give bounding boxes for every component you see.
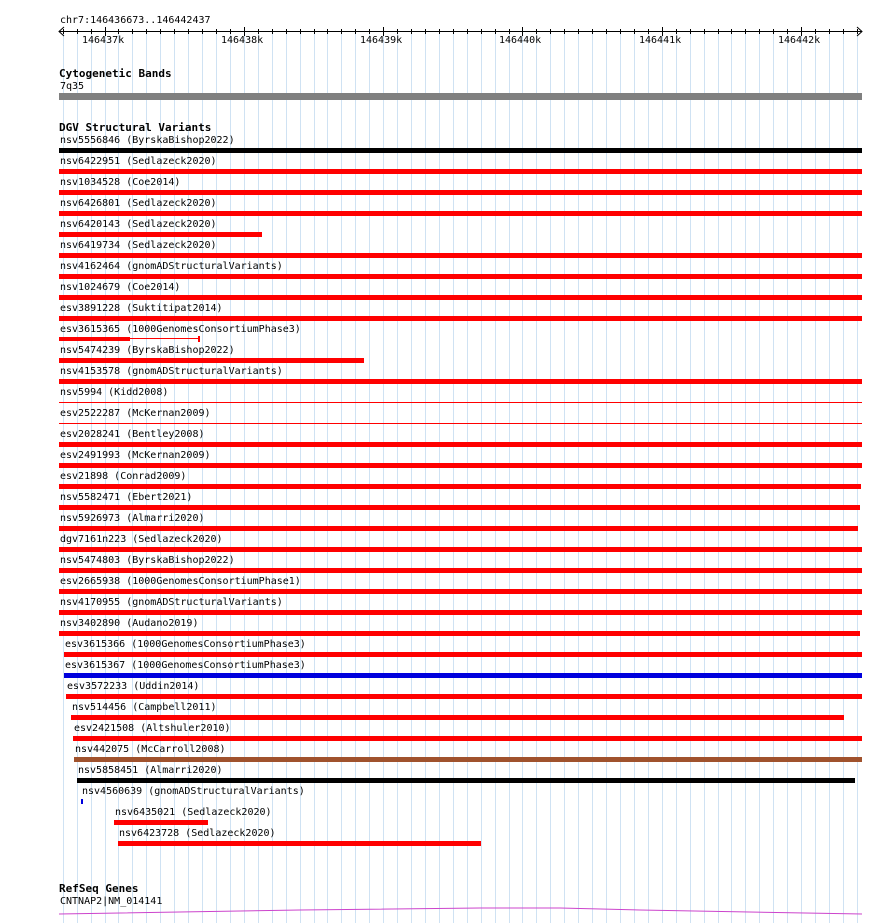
- variant-label[interactable]: nsv6435021 (Sedlazeck2020): [115, 807, 272, 818]
- cytoband-bar[interactable]: [59, 93, 862, 100]
- variant-bar[interactable]: [66, 694, 862, 699]
- variant-bar[interactable]: [73, 736, 862, 741]
- dgv-track-title[interactable]: DGV Structural Variants: [59, 121, 212, 134]
- cytoband-label: 7q35: [60, 81, 85, 92]
- variant-bar[interactable]: [64, 673, 862, 678]
- ruler-tick-label: 146440k: [499, 35, 542, 46]
- gene-model[interactable]: [0, 905, 890, 923]
- variant-label[interactable]: nsv5994 (Kidd2008): [60, 387, 169, 398]
- variant-bar[interactable]: [59, 169, 862, 174]
- variant-label[interactable]: esv21898 (Conrad2009): [60, 471, 187, 482]
- variant-bar[interactable]: [59, 232, 262, 237]
- variant-label[interactable]: nsv6422951 (Sedlazeck2020): [60, 156, 217, 167]
- variant-label[interactable]: esv3615367 (1000GenomesConsortiumPhase3): [65, 660, 306, 671]
- variant-label[interactable]: nsv5556846 (ByrskaBishop2022): [60, 135, 235, 146]
- variant-bar[interactable]: [59, 148, 862, 153]
- variant-bar[interactable]: [59, 610, 862, 615]
- variant-bar[interactable]: [118, 841, 481, 846]
- variant-label[interactable]: esv3615366 (1000GenomesConsortiumPhase3): [65, 639, 306, 650]
- variant-bar[interactable]: [59, 526, 858, 531]
- variant-label[interactable]: dgv7161n223 (Sedlazeck2020): [60, 534, 223, 545]
- variant-label[interactable]: nsv6420143 (Sedlazeck2020): [60, 219, 217, 230]
- variant-bar[interactable]: [59, 253, 862, 258]
- variant-label[interactable]: nsv3402890 (Audano2019): [60, 618, 199, 629]
- variant-label[interactable]: nsv442075 (McCarroll2008): [75, 744, 226, 755]
- refseq-track-title[interactable]: RefSeq Genes: [59, 882, 139, 895]
- variant-connector[interactable]: [130, 338, 199, 339]
- variant-bar[interactable]: [59, 505, 860, 510]
- variant-label[interactable]: esv2522287 (McKernan2009): [60, 408, 211, 419]
- variant-label[interactable]: nsv1024679 (Coe2014): [60, 282, 181, 293]
- ruler-tick-label: 146439k: [360, 35, 403, 46]
- variant-label[interactable]: nsv4153578 (gnomADStructuralVariants): [60, 366, 283, 377]
- variant-bar[interactable]: [59, 295, 862, 300]
- variant-label[interactable]: esv3615365 (1000GenomesConsortiumPhase3): [60, 324, 301, 335]
- variant-label[interactable]: esv2421508 (Altshuler2010): [74, 723, 231, 734]
- gene-intron-line: [59, 908, 862, 914]
- variant-label[interactable]: nsv6423728 (Sedlazeck2020): [119, 828, 276, 839]
- variant-bar[interactable]: [59, 589, 862, 594]
- variant-bar[interactable]: [59, 631, 860, 636]
- coordinate-ruler[interactable]: [0, 0, 890, 60]
- variant-label[interactable]: nsv5582471 (Ebert2021): [60, 492, 193, 503]
- variant-bar[interactable]: [59, 568, 862, 573]
- variant-label[interactable]: nsv4170955 (gnomADStructuralVariants): [60, 597, 283, 608]
- cytoband-track-title[interactable]: Cytogenetic Bands: [59, 67, 172, 80]
- location-label: chr7:146436673..146442437: [60, 15, 211, 26]
- variant-label[interactable]: esv3891228 (Suktitipat2014): [60, 303, 223, 314]
- variant-bar[interactable]: [59, 463, 862, 468]
- variant-bar[interactable]: [74, 757, 862, 762]
- variant-label[interactable]: nsv5474239 (ByrskaBishop2022): [60, 345, 235, 356]
- variant-bar[interactable]: [59, 379, 862, 384]
- variant-bar[interactable]: [59, 190, 862, 195]
- variant-label[interactable]: esv2491993 (McKernan2009): [60, 450, 211, 461]
- variant-bar[interactable]: [59, 274, 862, 279]
- variant-bar[interactable]: [59, 402, 862, 403]
- variant-end-mark[interactable]: [198, 336, 200, 342]
- variant-bar[interactable]: [59, 423, 862, 424]
- variant-bar[interactable]: [71, 715, 844, 720]
- variant-label[interactable]: nsv6426801 (Sedlazeck2020): [60, 198, 217, 209]
- ruler-tick-label: 146441k: [639, 35, 682, 46]
- variant-label[interactable]: nsv1034528 (Coe2014): [60, 177, 181, 188]
- variant-label[interactable]: nsv6419734 (Sedlazeck2020): [60, 240, 217, 251]
- variant-bar[interactable]: [114, 820, 208, 825]
- variant-label[interactable]: nsv514456 (Campbell2011): [72, 702, 217, 713]
- variant-bar[interactable]: [59, 358, 364, 363]
- ruler-tick-label: 146442k: [778, 35, 821, 46]
- variant-label[interactable]: nsv5926973 (Almarri2020): [60, 513, 205, 524]
- variant-label[interactable]: esv2028241 (Bentley2008): [60, 429, 205, 440]
- gene-label[interactable]: CNTNAP2|NM_014141: [60, 896, 163, 907]
- variant-bar[interactable]: [59, 442, 862, 447]
- ruler-tick-label: 146438k: [221, 35, 264, 46]
- variant-label[interactable]: nsv5858451 (Almarri2020): [78, 765, 223, 776]
- variant-bar[interactable]: [59, 484, 861, 489]
- variant-bar[interactable]: [81, 799, 83, 804]
- ruler-tick-label: 146437k: [82, 35, 125, 46]
- variant-bar[interactable]: [64, 652, 862, 657]
- variant-label[interactable]: nsv4560639 (gnomADStructuralVariants): [82, 786, 305, 797]
- variant-label[interactable]: esv3572233 (Uddin2014): [67, 681, 200, 692]
- variant-bar[interactable]: [59, 316, 862, 321]
- variant-bar[interactable]: [59, 547, 862, 552]
- variant-bar[interactable]: [59, 211, 862, 216]
- variant-label[interactable]: nsv5474803 (ByrskaBishop2022): [60, 555, 235, 566]
- variant-bar[interactable]: [77, 778, 855, 783]
- variant-label[interactable]: esv2665938 (1000GenomesConsortiumPhase1): [60, 576, 301, 587]
- variant-label[interactable]: nsv4162464 (gnomADStructuralVariants): [60, 261, 283, 272]
- variant-bar[interactable]: [59, 337, 130, 341]
